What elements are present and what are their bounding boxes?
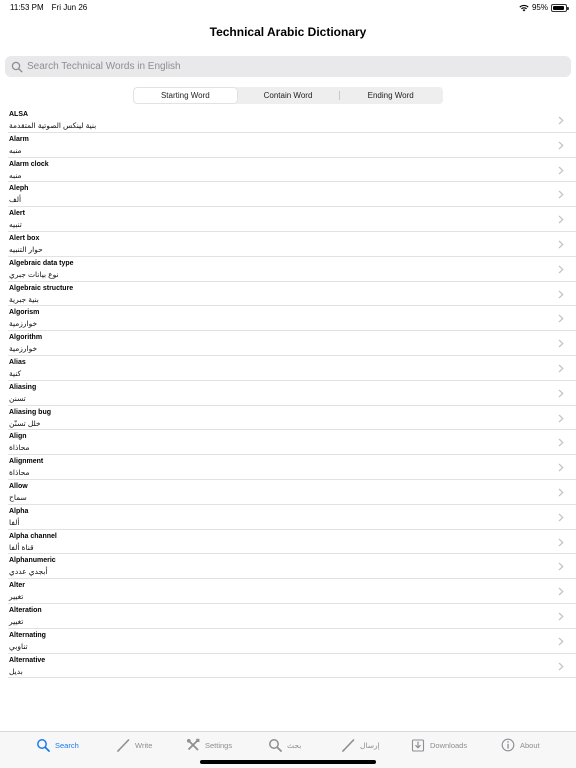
entry-arabic: خوارزمية [9,344,38,354]
search-input[interactable] [27,61,571,72]
chevron-right-icon [558,314,564,323]
entry-arabic: ألف [9,195,22,205]
chevron-right-icon [558,662,564,671]
chevron-right-icon [558,215,564,224]
entry-english: Algebraic structure [9,284,74,292]
search-bar[interactable] [5,56,571,77]
entry-english: Aleph [9,185,29,193]
list-item[interactable] [8,356,576,381]
wifi-icon [519,4,529,12]
tab-label: Settings [205,740,233,750]
entry-english: Algorism [9,309,40,317]
entry-english: Alter [9,582,25,590]
tab-search[interactable] [36,738,79,752]
list-item[interactable] [8,108,576,133]
chevron-right-icon [558,190,564,199]
entry-arabic: محاذاة [9,468,30,478]
chevron-right-icon [558,513,564,522]
entry-arabic: تناوبي [9,641,28,651]
tab-write[interactable] [116,738,152,752]
tab-downloads[interactable] [411,738,467,752]
entry-arabic: منبه [9,145,22,155]
entry-arabic: منبه [9,170,22,180]
status-bar [0,0,576,16]
entry-english: Alignment [9,458,44,466]
entry-english: ALSA [9,111,29,118]
entry-arabic: كنية [9,368,22,378]
chevron-right-icon [558,389,564,398]
entry-arabic: محاذاة [9,443,30,453]
list-item[interactable] [8,182,576,207]
entry-english: Alpha channel [9,532,57,540]
list-item[interactable] [8,579,576,604]
entry-arabic: سماح [9,492,27,502]
segment-ending-word[interactable]: Ending Word [339,88,442,103]
list-item[interactable] [8,331,576,356]
search-mode-control [133,87,443,104]
entry-english: Alternating [9,631,46,639]
tab-label: About [520,740,540,750]
list-item[interactable] [8,282,576,307]
entry-arabic: أبجدي عددي [9,567,48,577]
search-icon [36,738,50,752]
entry-english: Alert [9,210,25,218]
entry-arabic: تغيير [9,616,24,626]
entry-english: Alphanumeric [9,557,56,565]
tab-label: إرسال [360,740,380,750]
chevron-right-icon [558,612,564,621]
entry-arabic: تنبيه [9,220,22,230]
list-item[interactable] [8,406,576,431]
entry-english: Allow [9,482,28,490]
entry-english: Align [9,433,27,441]
tab-arabic-search[interactable] [268,738,301,752]
entry-english: Alarm clock [9,160,49,168]
segment-contain-word[interactable]: Contain Word [263,91,313,100]
home-indicator [200,760,376,764]
list-item[interactable] [8,455,576,480]
list-item[interactable] [8,257,576,282]
tools-icon [186,738,200,752]
list-item[interactable] [8,381,576,406]
entry-arabic: نوع بيانات جبري [9,269,59,279]
entry-arabic: بنية لينكس الصوتية المتقدمة [9,121,97,130]
pencil-icon [341,738,355,752]
status-date: Fri Jun 26 [51,3,88,12]
word-list [0,108,576,678]
battery-icon [551,4,567,12]
info-icon [501,738,515,752]
chevron-right-icon [558,116,564,125]
chevron-right-icon [558,265,564,274]
entry-arabic: تسنن [9,393,26,403]
list-item[interactable] [8,505,576,530]
entry-arabic: بنية جبرية [9,294,39,304]
entry-english: Aliasing bug [9,408,51,416]
chevron-right-icon [558,166,564,175]
chevron-right-icon [558,414,564,423]
pencil-icon [116,738,130,752]
chevron-right-icon [558,141,564,150]
entry-english: Alert box [9,234,40,242]
list-item[interactable] [8,232,576,257]
search-icon [11,61,23,73]
search-icon [268,738,282,752]
chevron-right-icon [558,290,564,299]
entry-english: Alternative [9,656,46,664]
chevron-right-icon [558,587,564,596]
entry-arabic: خلل تسنّن [9,418,41,428]
chevron-right-icon [558,488,564,497]
list-item[interactable] [8,554,576,579]
list-item[interactable] [8,530,576,555]
tab-arabic-send[interactable] [341,738,380,752]
chevron-right-icon [558,637,564,646]
list-item[interactable] [8,430,576,455]
list-item[interactable] [8,158,576,183]
chevron-right-icon [558,562,564,571]
entry-english: Alteration [9,606,42,614]
list-item[interactable] [8,133,576,158]
list-item[interactable] [8,629,576,654]
list-item[interactable] [8,480,576,505]
entry-english: Aliasing [9,383,37,391]
entry-arabic: خوارزمية [9,319,38,329]
list-item[interactable] [8,654,576,679]
tab-settings[interactable] [186,738,232,752]
entry-arabic: تغيير [9,592,24,602]
chevron-right-icon [558,538,564,547]
download-icon [411,738,425,752]
chevron-right-icon [558,463,564,472]
entry-arabic: بديل [9,666,23,676]
entry-arabic: حوار التنبيه [9,244,43,254]
entry-english: Algorithm [9,334,43,342]
entry-arabic: قناة ألفا [9,542,34,552]
list-item[interactable] [8,306,576,331]
tab-about[interactable] [501,738,540,752]
entry-english: Alias [9,358,26,366]
tab-label: Downloads [430,740,468,750]
entry-english: Algebraic data type [9,259,74,267]
list-item[interactable] [8,207,576,232]
chevron-right-icon [558,339,564,348]
page-title: Technical Arabic Dictionary [209,25,367,39]
entry-english: Alarm [9,135,29,143]
tab-label: بحث [287,740,302,750]
battery-percent: 95% [531,3,548,12]
status-time: 11:53 PM [10,3,44,12]
list-item[interactable] [8,604,576,629]
entry-arabic: ألفا [9,517,20,527]
segment-starting-word[interactable]: Starting Word [134,88,237,103]
chevron-right-icon [558,364,564,373]
chevron-right-icon [558,438,564,447]
tab-label: Write [135,740,153,750]
chevron-right-icon [558,240,564,249]
tab-label: Search [55,740,79,750]
entry-english: Alpha [9,507,29,515]
